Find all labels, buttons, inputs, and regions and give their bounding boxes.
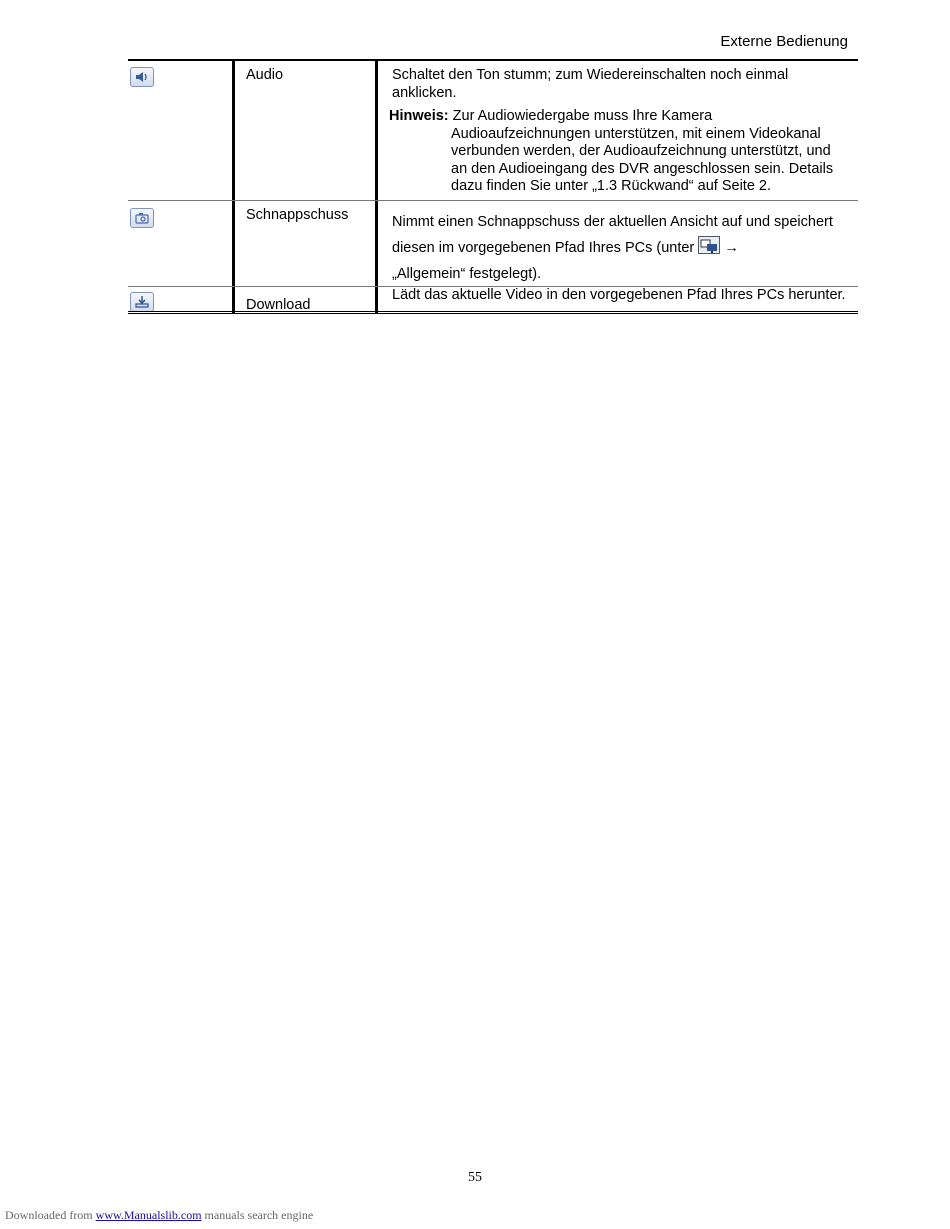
- row-name-snapshot: Schnappschuss: [246, 207, 349, 223]
- audio-hint: Hinweis: Zur Audiowiedergabe muss Ihre Kamera Audioaufzeichnungen unterstützen, mit einem Videokanal verbunden werden, der Audioaufzeichnung unterstützt, und an den Audioeingang des DVR angeschlossen sein. Details dazu finden Sie unter „1.3 Rückwand“ auf Seite 2.: [389, 108, 834, 194]
- function-table: [128, 59, 858, 314]
- arrow-right-icon: →: [724, 240, 739, 256]
- manualslib-link[interactable]: www.Manualslib.com: [95, 1208, 202, 1222]
- speaker-icon[interactable]: [130, 67, 154, 87]
- row-name-audio: Audio: [246, 67, 284, 83]
- camera-icon[interactable]: [130, 208, 154, 228]
- table-row-audio: Audio Schaltet den Ton stumm; zum Wiedereinschalten noch einmal anklicken. Hinweis: Zur Audiowiedergabe muss Ihre Kamera Audioaufzeichnungen unterstützen, mit einem Videokanal verbunden werden, der Audioaufzeichnung unterstützt, und an den Audioeingang des DVR angeschlossen sein. Details dazu finden Sie unter „1.3 Rückwand“ auf Seite 2.: [128, 61, 858, 201]
- download-description: Lädt das aktuelle Video in den vorgegebenen Pfad Ihres PCs herunter.: [392, 287, 846, 303]
- row-name-download: Download: [246, 297, 311, 313]
- hint-label: Hinweis:: [389, 108, 449, 124]
- page-number: 55: [468, 1170, 482, 1185]
- table-bottom-rule: [128, 311, 858, 314]
- table-row-download: [128, 287, 858, 314]
- audio-description: Schaltet den Ton stumm; zum Wiedereinschalten noch einmal: [392, 67, 789, 83]
- page-header-title: Externe Bedienung: [720, 33, 848, 50]
- monitor-settings-icon: [698, 236, 720, 254]
- download-icon[interactable]: [130, 292, 154, 312]
- table-row-snapshot: Schnappschuss Nimmt einen Schnappschuss der aktuellen Ansicht auf und speichert diesen im vorgegebenen Pfad Ihres PCs (unter → „Allgemein“ festgelegt).: [128, 201, 858, 287]
- snapshot-description: Nimmt einen Schnappschuss der aktuellen Ansicht auf und speichert: [392, 214, 833, 230]
- download-footer: Downloaded from www.Manualslib.com manuals search engine: [5, 1208, 314, 1222]
